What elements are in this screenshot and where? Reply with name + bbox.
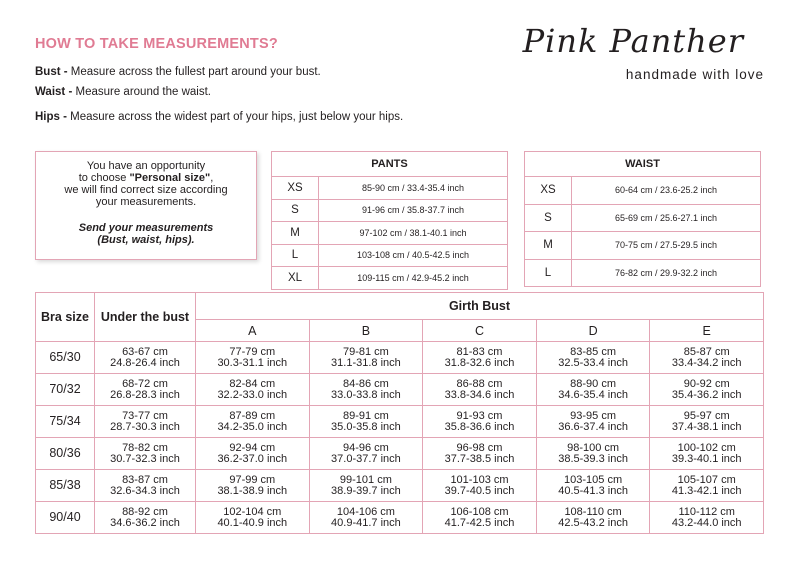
girth-cell	[309, 470, 423, 502]
girth-cell	[650, 502, 764, 534]
under-bust-cell	[95, 470, 196, 502]
inch-value: 33.4-34.2 inch	[671, 356, 742, 369]
personal-size-note	[35, 151, 257, 260]
range-cell: 97-102 cm / 38.1-40.1 inch	[319, 222, 508, 245]
under-bust-cell	[95, 438, 196, 470]
girth-cell	[196, 438, 310, 470]
inch-value: 35.8-36.6 inch	[444, 420, 515, 433]
inch-value: 32.5-33.4 inch	[558, 356, 628, 369]
cm-value: 101-103 cm	[450, 473, 509, 486]
cm-value: 95-97 cm	[683, 409, 730, 422]
range-cell: 70-75 cm / 27.5-29.5 inch	[572, 232, 761, 260]
girth-cell	[196, 470, 310, 502]
promo-line: we will find correct size according	[64, 184, 228, 196]
bra-size-cell: 90/40	[36, 502, 95, 534]
table-row	[36, 438, 764, 470]
inch-value: 26.8-28.3 inch	[110, 388, 180, 401]
cm-value: 102-104 cm	[223, 505, 282, 518]
inch-value: 39.3-40.1 inch	[671, 452, 742, 465]
inch-value: 38.1-38.9 inch	[217, 484, 288, 497]
size-cell: S	[525, 204, 572, 232]
cm-value: 73-77 cm	[122, 409, 168, 422]
under-bust-cell	[95, 406, 196, 438]
cm-value: 63-67 cm	[122, 345, 168, 358]
cm-value: 104-106 cm	[336, 505, 395, 518]
size-cell: L	[272, 244, 319, 267]
table-row	[272, 177, 508, 200]
girth-cell	[650, 470, 764, 502]
girth-cell	[650, 406, 764, 438]
girth-cell	[536, 406, 650, 438]
size-cell: XS	[272, 177, 319, 200]
girth-cell	[536, 502, 650, 534]
inch-value: 30.3-31.1 inch	[217, 356, 288, 369]
table-row	[36, 470, 764, 502]
cm-value: 105-107 cm	[677, 473, 736, 486]
range-cell: 65-69 cm / 25.6-27.1 inch	[572, 204, 761, 232]
promo-note: (Bust, waist, hips).	[97, 234, 195, 246]
range-cell: 109-115 cm / 42.9-45.2 inch	[319, 267, 508, 290]
cm-value: 81-83 cm	[456, 345, 503, 358]
size-cell: M	[525, 232, 572, 260]
cup-header: D	[536, 320, 650, 342]
cm-value: 92-94 cm	[229, 441, 276, 454]
inch-value: 33.8-34.6 inch	[444, 388, 515, 401]
cm-value: 83-85 cm	[570, 345, 616, 358]
inch-value: 32.2-33.0 inch	[217, 388, 288, 401]
inch-value: 31.1-31.8 inch	[331, 356, 401, 369]
range-cell: 91-96 cm / 35.8-37.7 inch	[319, 199, 508, 222]
cm-value: 83-87 cm	[122, 473, 168, 486]
bra-size-cell: 70/32	[36, 374, 95, 406]
size-cell: M	[272, 222, 319, 245]
instruction-label: Hips -	[35, 111, 67, 123]
inch-value: 34.6-35.4 inch	[558, 388, 628, 401]
girth-cell	[536, 374, 650, 406]
inch-value: 37.4-38.1 inch	[671, 420, 742, 433]
girth-cell	[309, 438, 423, 470]
girth-cell	[423, 374, 537, 406]
range-cell: 103-108 cm / 40.5-42.5 inch	[319, 244, 508, 267]
promo-text: to choose	[78, 172, 130, 184]
inch-value: 41.3-42.1 inch	[671, 484, 742, 497]
cup-header: E	[650, 320, 764, 342]
girth-cell	[309, 374, 423, 406]
inch-value: 43.2-44.0 inch	[671, 516, 742, 529]
inch-value: 34.2-35.0 inch	[217, 420, 288, 433]
girth-cell	[536, 438, 650, 470]
brand-tagline: handmade with love	[625, 67, 764, 82]
cm-value: 96-98 cm	[456, 441, 503, 454]
promo-line: your measurements.	[95, 196, 197, 208]
size-cell: S	[272, 199, 319, 222]
cm-value: 79-81 cm	[342, 345, 389, 358]
cm-value: 78-82 cm	[122, 441, 168, 454]
size-cell: XS	[525, 177, 572, 205]
inch-value: 36.6-37.4 inch	[558, 420, 628, 433]
instruction-bust	[35, 66, 321, 78]
table-row	[36, 342, 764, 374]
cm-value: 110-112 cm	[678, 505, 735, 518]
cm-value: 98-100 cm	[567, 441, 620, 454]
girth-cell	[309, 342, 423, 374]
girth-cell	[196, 342, 310, 374]
table-row	[525, 259, 761, 287]
inch-value: 40.9-41.7 inch	[331, 516, 401, 529]
inch-value: 34.6-36.2 inch	[110, 516, 180, 529]
girth-cell	[423, 502, 537, 534]
cm-value: 77-79 cm	[229, 345, 276, 358]
bra-size-header: Bra size	[36, 293, 95, 342]
cm-value: 90-92 cm	[683, 377, 730, 390]
girth-cell	[650, 374, 764, 406]
table-row	[525, 232, 761, 260]
bra-size-cell: 85/38	[36, 470, 95, 502]
cm-value: 106-108 cm	[450, 505, 509, 518]
inch-value: 38.5-39.3 inch	[558, 452, 628, 465]
cm-value: 97-99 cm	[229, 473, 276, 486]
inch-value: 28.7-30.3 inch	[110, 420, 180, 433]
instruction-text: Measure across the fullest part around your bust.	[70, 66, 321, 78]
instruction-hips	[35, 111, 403, 123]
inch-value: 40.1-40.9 inch	[217, 516, 288, 529]
table-row	[36, 502, 764, 534]
cm-value: 91-93 cm	[456, 409, 503, 422]
inch-value: 31.8-32.6 inch	[444, 356, 515, 369]
inch-value: 30.7-32.3 inch	[110, 452, 180, 465]
cup-header: B	[309, 320, 423, 342]
cm-value: 103-105 cm	[564, 473, 623, 486]
girth-bust-header: Girth Bust	[196, 293, 764, 320]
under-bust-cell	[95, 342, 196, 374]
range-cell: 76-82 cm / 29.9-32.2 inch	[572, 259, 761, 287]
girth-cell	[536, 342, 650, 374]
size-cell: L	[525, 259, 572, 287]
girth-cell	[650, 438, 764, 470]
table-row	[272, 222, 508, 245]
instruction-text: Measure across the widest part of your hips, just below your hips.	[70, 111, 404, 123]
inch-value: 33.0-33.8 inch	[331, 388, 401, 401]
table-row	[272, 199, 508, 222]
table-row	[525, 204, 761, 232]
table-row	[272, 244, 508, 267]
table-row	[36, 374, 764, 406]
girth-cell	[196, 374, 310, 406]
cm-value: 85-87 cm	[683, 345, 730, 358]
inch-value: 24.8-26.4 inch	[110, 356, 180, 369]
cm-value: 89-91 cm	[342, 409, 389, 422]
instruction-text: Measure around the waist.	[75, 86, 212, 98]
girth-cell	[423, 470, 537, 502]
cm-value: 87-89 cm	[229, 409, 276, 422]
pants-size-table	[271, 151, 508, 290]
cup-header: A	[196, 320, 310, 342]
girth-cell	[196, 502, 310, 534]
table-row	[272, 267, 508, 290]
inch-value: 42.5-43.2 inch	[558, 516, 628, 529]
cm-value: 94-96 cm	[342, 441, 389, 454]
promo-bold-text: "Personal size"	[129, 172, 211, 184]
inch-value: 37.7-38.5 inch	[444, 452, 515, 465]
cm-value: 68-72 cm	[122, 377, 168, 390]
cup-header: C	[423, 320, 537, 342]
inch-value: 37.0-37.7 inch	[331, 452, 401, 465]
girth-cell	[309, 406, 423, 438]
page-title: HOW TO TAKE MEASUREMENTS?	[35, 36, 278, 52]
inch-value: 41.7-42.5 inch	[444, 516, 515, 529]
cm-value: 86-88 cm	[456, 377, 503, 390]
cm-value: 88-90 cm	[570, 377, 616, 390]
cm-value: 88-92 cm	[122, 505, 168, 518]
girth-cell	[423, 342, 537, 374]
girth-cell	[650, 342, 764, 374]
promo-line: You have an opportunity	[86, 160, 206, 172]
inch-value: 35.4-36.2 inch	[671, 388, 742, 401]
cm-value: 93-95 cm	[570, 409, 616, 422]
cm-value: 99-101 cm	[339, 473, 392, 486]
bra-size-cell: 75/34	[36, 406, 95, 438]
inch-value: 39.7-40.5 inch	[444, 484, 515, 497]
inch-value: 40.5-41.3 inch	[558, 484, 628, 497]
girth-cell	[309, 502, 423, 534]
bra-size-cell: 80/36	[36, 438, 95, 470]
girth-cell	[423, 406, 537, 438]
under-bust-cell	[95, 374, 196, 406]
cm-value: 100-102 cm	[677, 441, 736, 454]
range-cell: 85-90 cm / 33.4-35.4 inch	[319, 177, 508, 200]
cm-value: 82-84 cm	[229, 377, 276, 390]
instruction-label: Bust -	[35, 66, 68, 78]
size-cell: XL	[272, 267, 319, 290]
under-bust-header: Under the bust	[95, 293, 196, 342]
bra-size-table	[35, 292, 764, 534]
table-row	[36, 406, 764, 438]
bra-size-cell: 65/30	[36, 342, 95, 374]
instruction-waist	[35, 86, 211, 98]
promo-line	[36, 172, 256, 184]
inch-value: 32.6-34.3 inch	[110, 484, 180, 497]
under-bust-cell	[95, 502, 196, 534]
waist-table-title: WAIST	[525, 152, 761, 177]
cm-value: 108-110 cm	[564, 505, 622, 518]
promo-note: Send your measurements	[78, 222, 214, 234]
table-row	[525, 177, 761, 205]
girth-cell	[423, 438, 537, 470]
inch-value: 35.0-35.8 inch	[331, 420, 401, 433]
waist-size-table	[524, 151, 761, 287]
range-cell: 60-64 cm / 23.6-25.2 inch	[572, 177, 761, 205]
inch-value: 36.2-37.0 inch	[217, 452, 288, 465]
girth-cell	[196, 406, 310, 438]
instruction-label: Waist -	[35, 86, 73, 98]
brand-logo-name: Pink Panther	[522, 22, 744, 60]
pants-table-title: PANTS	[272, 152, 508, 177]
girth-cell	[536, 470, 650, 502]
inch-value: 38.9-39.7 inch	[331, 484, 401, 497]
promo-text: ,	[210, 172, 214, 184]
cm-value: 84-86 cm	[342, 377, 389, 390]
